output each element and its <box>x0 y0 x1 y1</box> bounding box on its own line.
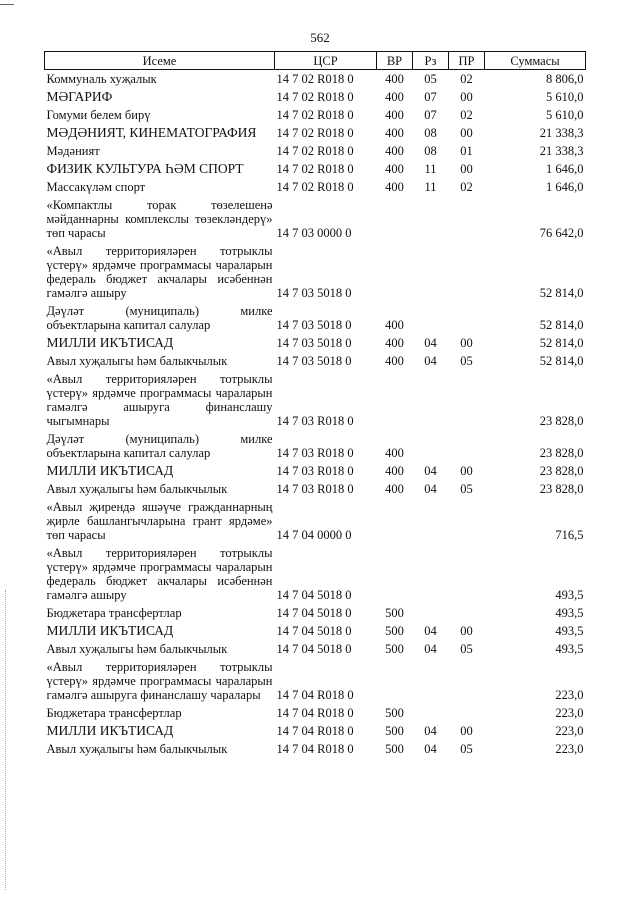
cell-name: МИЛЛИ ИКЪТИСАД <box>46 723 174 738</box>
table-body <box>45 70 586 759</box>
cell-name: Дәүләт (муниципаль) милке объектларына капитал салулар <box>46 304 273 332</box>
cell-pr: 00 <box>460 336 473 350</box>
cell-pr <box>449 430 485 462</box>
table-row <box>45 242 586 302</box>
cell-rz <box>413 370 449 430</box>
cell-pr: 00 <box>460 90 473 104</box>
cell-pr: 05 <box>460 742 473 756</box>
cell-sum: 23 828,0 <box>539 464 584 478</box>
cell-csr: 14 7 04 R018 0 <box>276 688 354 702</box>
cell-csr: 14 7 03 5018 0 <box>276 354 352 368</box>
cell-vr <box>377 498 413 544</box>
cell-csr: 14 7 03 R018 0 <box>276 482 354 496</box>
table-row <box>45 430 586 462</box>
cell-rz <box>413 196 449 242</box>
table-header <box>45 52 586 70</box>
cell-sum: 223,0 <box>555 742 584 756</box>
cell-sum: 493,5 <box>555 642 584 656</box>
table-row <box>45 70 586 89</box>
cell-pr: 00 <box>460 162 473 176</box>
cell-vr: 500 <box>385 742 404 756</box>
cell-vr: 400 <box>385 90 404 104</box>
cell-pr <box>449 604 485 622</box>
cell-vr: 400 <box>385 446 404 460</box>
cell-pr <box>449 370 485 430</box>
cell-name: МИЛЛИ ИКЪТИСАД <box>46 335 174 350</box>
cell-csr: 14 7 03 R018 0 <box>276 446 354 460</box>
cell-pr: 01 <box>460 144 473 158</box>
cell-vr: 500 <box>385 642 404 656</box>
column-header-pr: ПР <box>449 52 485 70</box>
cell-pr <box>449 704 485 722</box>
cell-name: Авыл хуҗалыгы һәм балыкчылык <box>46 482 228 496</box>
table-row <box>45 370 586 430</box>
margin-mark <box>0 4 14 5</box>
column-header-name: Исеме <box>45 52 275 70</box>
cell-rz: 08 <box>424 126 437 140</box>
cell-csr: 14 7 02 R018 0 <box>276 126 354 140</box>
cell-vr: 400 <box>385 180 404 194</box>
cell-vr: 400 <box>385 162 404 176</box>
cell-pr: 05 <box>460 354 473 368</box>
cell-name: Коммуналь хуҗалык <box>46 72 157 86</box>
cell-sum: 23 828,0 <box>539 414 584 428</box>
table-row <box>45 88 586 106</box>
cell-sum: 52 814,0 <box>539 286 584 300</box>
cell-pr: 02 <box>460 72 473 86</box>
cell-rz: 11 <box>424 180 437 194</box>
cell-vr: 400 <box>385 482 404 496</box>
cell-vr: 400 <box>385 144 404 158</box>
table-row <box>45 124 586 142</box>
table-row <box>45 142 586 160</box>
table-row <box>45 740 586 758</box>
cell-name: «Авыл җирендә яшәүче гражданнарның җирле башлангычларына грант ярдәме» төп чарасы <box>46 500 273 542</box>
table-row <box>45 480 586 498</box>
cell-rz: 04 <box>424 742 437 756</box>
cell-name: «Авыл территорияләрен тотрыклы үстерү» ярдәмче программасы чараларын федераль бюджет акчалары исәбеннән гамәлгә ашыру <box>46 244 273 300</box>
cell-sum: 493,5 <box>555 624 584 638</box>
cell-pr: 00 <box>460 724 473 738</box>
cell-name: Бюджетара трансфертлар <box>46 706 182 720</box>
cell-sum: 1 646,0 <box>546 162 584 176</box>
cell-rz: 05 <box>424 72 437 86</box>
cell-rz: 08 <box>424 144 437 158</box>
cell-vr <box>377 242 413 302</box>
cell-name: «Авыл территорияләрен тотрыклы үстерү» ярдәмче программасы чараларын гамәлгә ашыруга финанслашу чаралары <box>46 660 273 702</box>
cell-pr <box>449 658 485 704</box>
cell-pr: 00 <box>460 624 473 638</box>
cell-csr: 14 7 02 R018 0 <box>276 90 354 104</box>
cell-csr: 14 7 02 R018 0 <box>276 180 354 194</box>
cell-name: Дәүләт (муниципаль) милке объектларына капитал салулар <box>46 432 273 460</box>
cell-sum: 76 642,0 <box>539 226 584 240</box>
cell-vr <box>377 544 413 604</box>
cell-name: «Авыл территорияләрен тотрыклы үстерү» ярдәмче программасы чараларын гамәлгә ашыруга финанслашу чыгымнары <box>46 372 273 428</box>
cell-rz <box>413 544 449 604</box>
cell-sum: 21 338,3 <box>539 144 584 158</box>
cell-sum: 23 828,0 <box>539 446 584 460</box>
cell-csr: 14 7 02 R018 0 <box>276 162 354 176</box>
cell-vr <box>377 370 413 430</box>
cell-vr <box>377 658 413 704</box>
table-row <box>45 106 586 124</box>
cell-rz <box>413 430 449 462</box>
cell-pr <box>449 196 485 242</box>
table-row <box>45 544 586 604</box>
cell-name: Авыл хуҗалыгы һәм балыкчылык <box>46 354 228 368</box>
cell-name: ФИЗИК КУЛЬТУРА ҺӘМ СПОРТ <box>46 161 244 176</box>
cell-pr: 05 <box>460 642 473 656</box>
table-row <box>45 160 586 178</box>
cell-name: Бюджетара трансфертлар <box>46 606 182 620</box>
cell-sum: 1 646,0 <box>546 180 584 194</box>
page-number: 562 <box>310 30 330 45</box>
cell-name: Мәдәният <box>46 144 100 158</box>
cell-sum: 493,5 <box>555 588 584 602</box>
table-row <box>45 498 586 544</box>
table-row <box>45 604 586 622</box>
cell-vr: 500 <box>385 706 404 720</box>
cell-sum: 52 814,0 <box>539 318 584 332</box>
margin-scan-artifact <box>5 590 7 890</box>
cell-vr: 500 <box>385 724 404 738</box>
cell-sum: 21 338,3 <box>539 126 584 140</box>
cell-name: Авыл хуҗалыгы һәм балыкчылык <box>46 742 228 756</box>
column-header-csr: ЦСР <box>275 52 377 70</box>
table-row <box>45 658 586 704</box>
cell-csr: 14 7 04 5018 0 <box>276 624 352 638</box>
cell-csr: 14 7 03 5018 0 <box>276 286 352 300</box>
cell-vr: 400 <box>385 108 404 122</box>
cell-rz <box>413 658 449 704</box>
cell-vr: 400 <box>385 354 404 368</box>
cell-pr <box>449 544 485 604</box>
cell-rz: 04 <box>424 482 437 496</box>
cell-vr <box>377 196 413 242</box>
cell-csr: 14 7 02 R018 0 <box>276 144 354 158</box>
cell-rz: 04 <box>424 724 437 738</box>
cell-pr: 05 <box>460 482 473 496</box>
table-row <box>45 178 586 196</box>
cell-sum: 5 610,0 <box>546 90 584 104</box>
cell-rz <box>413 302 449 334</box>
table-row <box>45 462 586 480</box>
cell-sum: 52 814,0 <box>539 336 584 350</box>
cell-pr: 00 <box>460 464 473 478</box>
cell-rz: 07 <box>424 90 437 104</box>
cell-sum: 223,0 <box>555 724 584 738</box>
column-header-sum: Суммасы <box>485 52 586 70</box>
table-row <box>45 640 586 658</box>
budget-table <box>44 51 586 758</box>
cell-pr: 02 <box>460 108 473 122</box>
cell-sum: 716,5 <box>555 528 584 542</box>
cell-sum: 23 828,0 <box>539 482 584 496</box>
cell-rz <box>413 242 449 302</box>
cell-name: Гомуми белем бирү <box>46 108 151 122</box>
cell-csr: 14 7 04 5018 0 <box>276 606 352 620</box>
cell-rz: 04 <box>424 642 437 656</box>
cell-pr: 02 <box>460 180 473 194</box>
cell-csr: 14 7 04 5018 0 <box>276 588 352 602</box>
cell-name: «Авыл территорияләрен тотрыклы үстерү» ярдәмче программасы чараларын федераль бюджет акчалары исәбеннән гамәлгә ашыру <box>46 546 273 602</box>
table-row <box>45 704 586 722</box>
cell-sum: 52 814,0 <box>539 354 584 368</box>
cell-csr: 14 7 04 R018 0 <box>276 742 354 756</box>
cell-name: МӘДӘНИЯТ, КИНЕМАТОГРАФИЯ <box>46 125 257 140</box>
cell-sum: 223,0 <box>555 706 584 720</box>
cell-csr: 14 7 02 R018 0 <box>276 108 354 122</box>
cell-rz <box>413 498 449 544</box>
table-row <box>45 302 586 334</box>
cell-name: Авыл хуҗалыгы һәм балыкчылык <box>46 642 228 656</box>
cell-name: МИЛЛИ ИКЪТИСАД <box>46 463 174 478</box>
cell-csr: 14 7 03 R018 0 <box>276 464 354 478</box>
cell-rz <box>413 604 449 622</box>
cell-vr: 400 <box>385 72 404 86</box>
cell-csr: 14 7 02 R018 0 <box>276 72 354 86</box>
cell-pr <box>449 498 485 544</box>
table-row <box>45 622 586 640</box>
cell-csr: 14 7 04 R018 0 <box>276 724 354 738</box>
cell-csr: 14 7 03 5018 0 <box>276 336 352 350</box>
cell-rz <box>413 704 449 722</box>
cell-vr: 400 <box>385 336 404 350</box>
cell-rz: 04 <box>424 336 437 350</box>
table-row <box>45 334 586 352</box>
cell-vr: 400 <box>385 126 404 140</box>
cell-pr: 00 <box>460 126 473 140</box>
cell-name: МӘГАРИФ <box>46 89 113 104</box>
table-row <box>45 196 586 242</box>
cell-csr: 14 7 03 0000 0 <box>276 226 352 240</box>
cell-rz: 04 <box>424 624 437 638</box>
cell-sum: 8 806,0 <box>546 72 584 86</box>
cell-name: Массакүләм спорт <box>46 180 146 194</box>
cell-name: МИЛЛИ ИКЪТИСАД <box>46 623 174 638</box>
cell-sum: 223,0 <box>555 688 584 702</box>
cell-vr: 500 <box>385 606 404 620</box>
cell-rz: 11 <box>424 162 437 176</box>
header-row <box>45 52 586 70</box>
cell-vr: 400 <box>385 464 404 478</box>
column-header-vr: ВР <box>377 52 413 70</box>
cell-name: «Компактлы торак төзелешенә мәйданнарны комплекслы төзекләндерү» төп чарасы <box>46 198 273 240</box>
column-header-rz: Рз <box>413 52 449 70</box>
cell-vr: 500 <box>385 624 404 638</box>
cell-sum: 493,5 <box>555 606 584 620</box>
cell-rz: 04 <box>424 354 437 368</box>
cell-csr: 14 7 04 5018 0 <box>276 642 352 656</box>
cell-pr <box>449 242 485 302</box>
cell-csr: 14 7 04 0000 0 <box>276 528 352 542</box>
cell-pr <box>449 302 485 334</box>
cell-sum: 5 610,0 <box>546 108 584 122</box>
cell-csr: 14 7 04 R018 0 <box>276 706 354 720</box>
cell-csr: 14 7 03 R018 0 <box>276 414 354 428</box>
cell-rz: 04 <box>424 464 437 478</box>
table-row <box>45 352 586 370</box>
cell-csr: 14 7 03 5018 0 <box>276 318 352 332</box>
cell-vr: 400 <box>385 318 404 332</box>
table-row <box>45 722 586 740</box>
cell-rz: 07 <box>424 108 437 122</box>
